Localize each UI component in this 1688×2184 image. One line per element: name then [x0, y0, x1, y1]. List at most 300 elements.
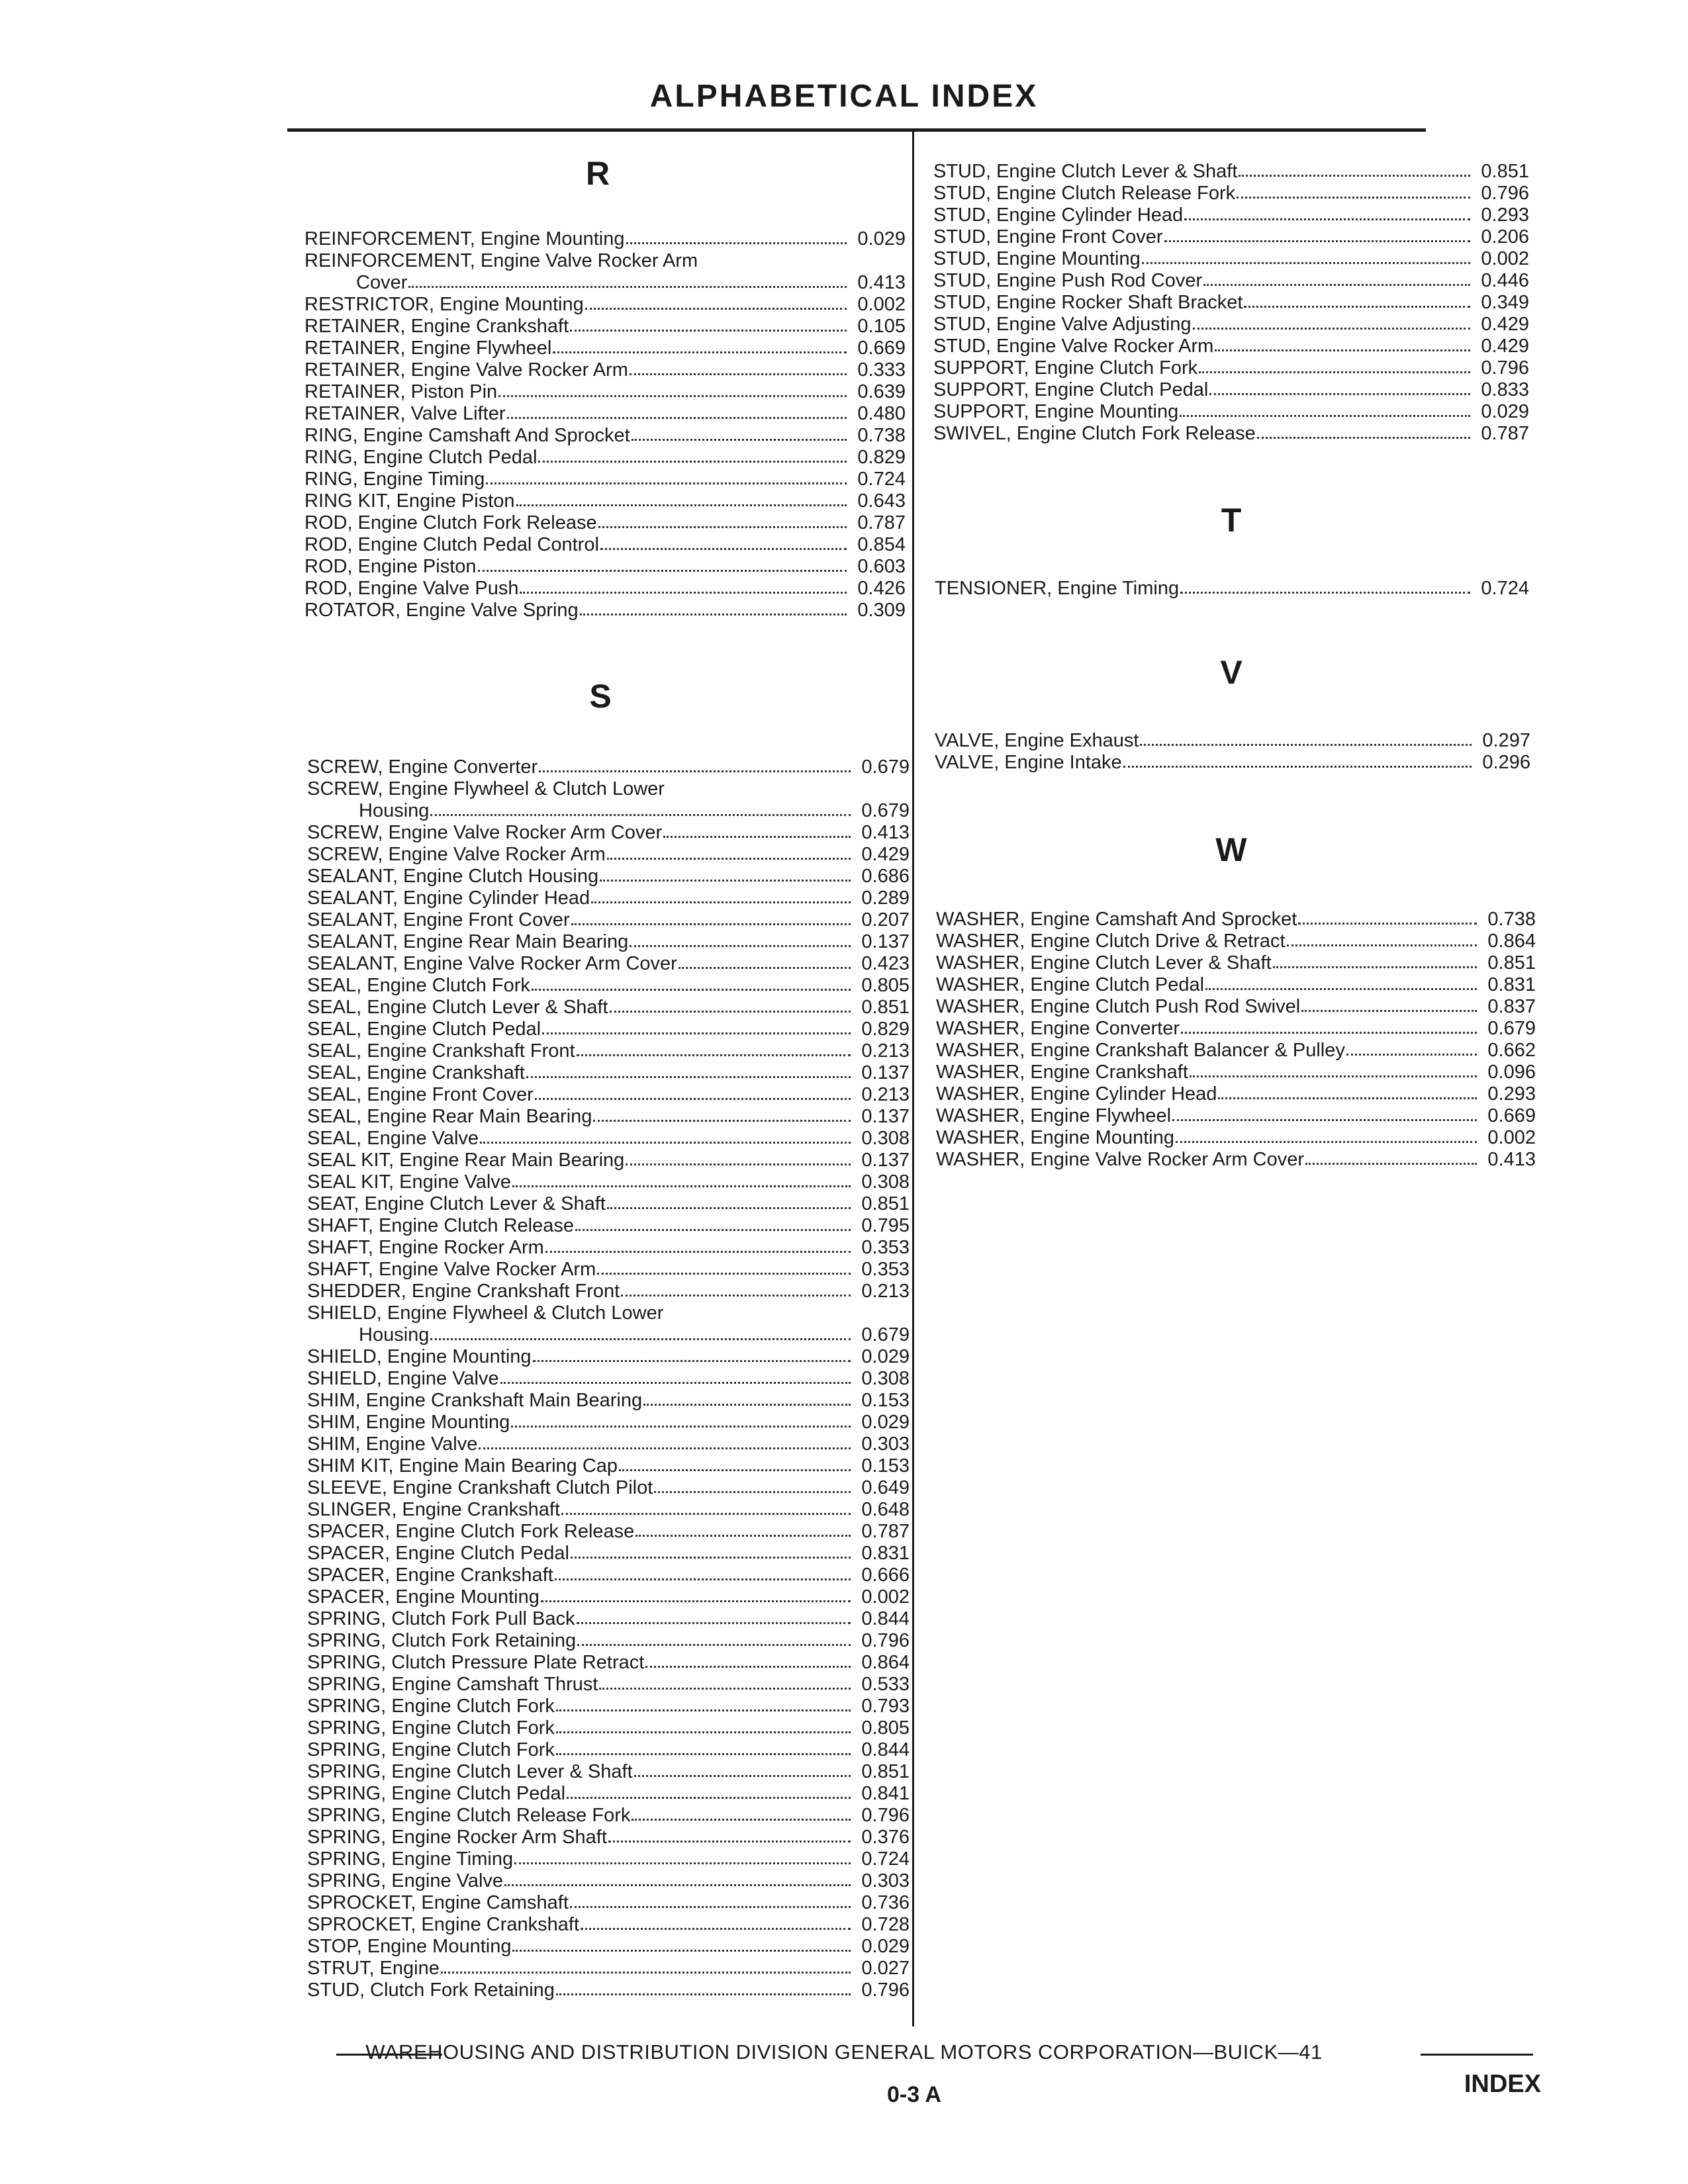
dot-leader	[599, 1688, 851, 1690]
index-entry	[933, 335, 1529, 357]
entry-page-number: 0.829	[857, 447, 906, 468]
dot-leader	[538, 461, 847, 463]
dot-leader	[654, 1491, 851, 1493]
entry-label: SEAL, Engine Front Cover	[307, 1084, 534, 1105]
section-letter-v: V	[1220, 654, 1243, 691]
index-entry	[305, 512, 906, 533]
entry-label: SEAL, Engine Clutch Lever & Shaft	[307, 997, 608, 1018]
index-entry	[307, 1367, 910, 1389]
entry-label: SHIELD, Engine Flywheel & Clutch Lower	[307, 1302, 664, 1324]
entry-label: ROTATOR, Engine Valve Spring	[305, 600, 579, 621]
entry-page-number: 0.796	[861, 1979, 910, 2001]
dot-leader	[1181, 1032, 1477, 1034]
dot-leader	[430, 814, 851, 816]
index-entry	[307, 799, 910, 821]
dot-leader	[571, 1557, 851, 1559]
dot-leader	[619, 1469, 851, 1471]
index-entry	[307, 887, 910, 909]
index-entry	[307, 1673, 910, 1695]
dot-leader	[556, 1731, 851, 1733]
entry-label: SPACER, Engine Crankshaft	[307, 1565, 553, 1586]
dot-leader	[621, 1295, 851, 1297]
entry-label: WASHER, Engine Clutch Drive & Retract	[936, 931, 1286, 952]
dot-leader	[580, 614, 847, 615]
entry-label: STUD, Engine Cylinder Head	[933, 205, 1184, 226]
entry-page-number: 0.303	[861, 1870, 910, 1891]
entry-label: SPRING, Engine Valve	[307, 1870, 504, 1891]
page-number: 0-3 A	[887, 2082, 941, 2107]
index-entry	[307, 1629, 910, 1651]
entry-label: SPRING, Clutch Fork Retaining	[307, 1630, 577, 1651]
index-entry	[307, 1542, 910, 1564]
index-entry	[307, 821, 910, 843]
entry-label: WASHER, Engine Clutch Lever & Shaft	[936, 952, 1272, 974]
entry-page-number: 0.787	[857, 512, 906, 533]
entry-label: SHAFT, Engine Valve Rocker Arm	[307, 1259, 596, 1280]
section-r-entries	[305, 228, 906, 621]
index-entry	[935, 751, 1530, 773]
entry-label: SPROCKET, Engine Crankshaft	[307, 1914, 580, 1935]
entry-page-number: 0.679	[861, 800, 910, 821]
index-entry	[307, 1848, 910, 1870]
index-entry	[933, 248, 1529, 269]
entry-page-number: 0.096	[1487, 1062, 1536, 1083]
index-entry	[307, 1149, 910, 1171]
dot-leader	[486, 482, 847, 484]
index-entry	[307, 1477, 910, 1498]
dot-leader	[1305, 1163, 1477, 1165]
dot-leader	[556, 1709, 851, 1711]
entry-page-number: 0.137	[861, 931, 910, 952]
dot-leader	[1298, 923, 1477, 925]
entry-label: SEALANT, Engine Rear Main Bearing	[307, 931, 629, 952]
entry-page-number: 0.639	[857, 381, 906, 402]
entry-label: Housing	[359, 800, 430, 821]
entry-label: Housing	[359, 1324, 430, 1345]
entry-label: WASHER, Engine Crankshaft Balancer & Pulley	[936, 1040, 1345, 1061]
dot-leader	[567, 1797, 851, 1799]
index-entry	[307, 1651, 910, 1673]
dot-leader	[561, 1513, 851, 1515]
dot-leader	[630, 945, 851, 947]
dot-leader	[663, 836, 851, 838]
dot-leader	[1140, 744, 1472, 746]
dot-leader	[535, 1098, 851, 1100]
index-entry	[307, 843, 910, 865]
index-entry	[936, 930, 1536, 952]
entry-label: SPROCKET, Engine Camshaft	[307, 1892, 569, 1913]
index-entry	[305, 381, 906, 402]
entry-page-number: 0.844	[861, 1739, 910, 1760]
entry-page-number: 0.851	[861, 1193, 910, 1214]
dot-leader	[1215, 349, 1470, 351]
index-entry	[307, 1564, 910, 1586]
entry-page-number: 0.533	[861, 1674, 910, 1695]
index-entry	[305, 490, 906, 512]
dot-leader	[507, 417, 847, 419]
entry-label: WASHER, Engine Clutch Push Rod Swivel	[936, 996, 1301, 1017]
index-entry	[307, 1105, 910, 1127]
entry-page-number: 0.426	[857, 578, 906, 599]
entry-page-number: 0.289	[861, 887, 910, 909]
dot-leader	[541, 1600, 851, 1602]
entry-page-number: 0.796	[1481, 183, 1529, 204]
entry-page-number: 0.679	[861, 756, 910, 778]
entry-label: SEALANT, Engine Cylinder Head	[307, 887, 590, 909]
dot-leader	[526, 1076, 851, 1078]
entry-page-number: 0.309	[857, 600, 906, 621]
index-entry	[307, 1345, 910, 1367]
entry-label: SPRING, Engine Camshaft Thrust	[307, 1674, 598, 1695]
entry-page-number: 0.841	[861, 1783, 910, 1804]
dot-leader	[539, 770, 851, 772]
entry-label: RETAINER, Piston Pin	[305, 381, 498, 402]
dot-leader	[514, 1862, 851, 1864]
entry-page-number: 0.787	[861, 1521, 910, 1542]
entry-page-number: 0.795	[861, 1215, 910, 1236]
entry-label: SHEDDER, Engine Crankshaft Front	[307, 1281, 620, 1302]
index-entry	[307, 1302, 910, 1324]
entry-label: STUD, Engine Valve Adjusting	[933, 314, 1192, 335]
entry-label: Cover	[356, 272, 408, 293]
entry-label: RING KIT, Engine Piston	[305, 490, 515, 512]
index-entry	[307, 1826, 910, 1848]
section-s-continued-entries	[933, 160, 1529, 444]
index-entry	[935, 577, 1529, 599]
entry-page-number: 0.029	[861, 1936, 910, 1957]
dot-leader	[626, 242, 847, 244]
entry-page-number: 0.738	[857, 425, 906, 446]
index-entry	[307, 974, 910, 996]
dot-leader	[1172, 1119, 1477, 1121]
index-entry	[307, 1040, 910, 1062]
entry-page-number: 0.851	[1481, 161, 1529, 182]
dot-leader	[1193, 328, 1471, 330]
entry-page-number: 0.293	[1481, 205, 1529, 226]
index-entry	[307, 1236, 910, 1258]
entry-label: SEAL, Engine Crankshaft	[307, 1062, 525, 1083]
dot-leader	[1180, 592, 1470, 594]
entry-page-number: 0.831	[1487, 974, 1536, 995]
entry-label: SHIELD, Engine Mounting	[307, 1346, 532, 1367]
entry-page-number: 0.844	[861, 1608, 910, 1629]
index-entry	[936, 1039, 1536, 1061]
title-rule	[287, 128, 1426, 132]
index-entry	[305, 271, 906, 293]
dot-leader	[585, 308, 847, 310]
entry-label: WASHER, Engine Valve Rocker Arm Cover	[936, 1149, 1305, 1170]
dot-leader	[1257, 437, 1471, 439]
dot-leader	[634, 1775, 851, 1777]
footer-text: WAREHOUSING AND DISTRIBUTION DIVISION GENERAL MOTORS CORPORATION—BUICK—41	[365, 2040, 1323, 2064]
entry-label: SPRING, Engine Clutch Pedal	[307, 1783, 566, 1804]
entry-label: SEAL KIT, Engine Valve	[307, 1171, 511, 1193]
index-entry	[307, 1695, 910, 1717]
index-entry	[307, 1280, 910, 1302]
page-title: ALPHABETICAL INDEX	[649, 79, 1039, 114]
index-entry	[307, 1258, 910, 1280]
dot-leader	[632, 439, 847, 441]
entry-page-number: 0.413	[861, 822, 910, 843]
index-entry	[307, 1739, 910, 1760]
entry-page-number: 0.002	[861, 1586, 910, 1608]
entry-page-number: 0.831	[861, 1543, 910, 1564]
entry-page-number: 0.105	[857, 316, 906, 337]
dot-leader	[1273, 966, 1477, 968]
footer-rule-right	[1421, 2054, 1533, 2056]
entry-page-number: 0.353	[861, 1259, 910, 1280]
entry-page-number: 0.724	[1481, 578, 1529, 599]
entry-page-number: 0.833	[1481, 379, 1529, 400]
entry-label: TENSIONER, Engine Timing	[935, 578, 1180, 599]
index-entry	[307, 1455, 910, 1477]
dot-leader	[511, 1426, 851, 1428]
index-entry	[936, 1148, 1536, 1170]
entry-label: SEAL, Engine Clutch Fork	[307, 975, 530, 996]
entry-page-number: 0.293	[1487, 1083, 1536, 1105]
entry-label: STUD, Engine Front Cover	[933, 226, 1163, 248]
index-entry	[935, 729, 1530, 751]
index-entry	[307, 1083, 910, 1105]
entry-label: SUPPORT, Engine Clutch Fork	[933, 357, 1198, 379]
dot-leader	[498, 395, 847, 397]
index-entry	[933, 357, 1529, 379]
entry-page-number: 0.029	[1481, 401, 1529, 422]
entry-page-number: 0.829	[861, 1019, 910, 1040]
index-entry	[933, 269, 1529, 291]
entry-label: SHIELD, Engine Valve	[307, 1368, 499, 1389]
index-entry	[936, 1126, 1536, 1148]
entry-label: SHIM KIT, Engine Main Bearing Cap	[307, 1455, 618, 1477]
index-entry	[307, 1498, 910, 1520]
dot-leader	[577, 1644, 851, 1646]
entry-label: WASHER, Engine Camshaft And Sprocket	[936, 909, 1297, 930]
entry-page-number: 0.793	[861, 1696, 910, 1717]
index-entry	[307, 996, 910, 1018]
entry-page-number: 0.308	[861, 1128, 910, 1149]
entry-page-number: 0.796	[861, 1805, 910, 1826]
index-entry	[305, 250, 906, 271]
entry-page-number: 0.854	[857, 534, 906, 555]
section-s-entries	[307, 756, 910, 2001]
index-entry	[936, 1105, 1536, 1126]
index-entry	[933, 182, 1529, 204]
index-entry	[307, 1782, 910, 1804]
dot-leader	[1205, 988, 1477, 990]
dot-leader	[556, 1993, 851, 1995]
index-entry	[933, 160, 1529, 182]
entry-page-number: 0.787	[1481, 423, 1529, 444]
entry-label: SHIM, Engine Valve	[307, 1433, 478, 1455]
dot-leader	[1123, 766, 1472, 768]
entry-label: SUPPORT, Engine Mounting	[933, 401, 1179, 422]
dot-leader	[645, 1666, 851, 1668]
index-entry	[307, 952, 910, 974]
dot-leader	[1180, 415, 1470, 417]
entry-label: SEALANT, Engine Front Cover	[307, 909, 570, 931]
index-entry	[307, 1018, 910, 1040]
dot-leader	[577, 1054, 851, 1056]
dot-leader	[571, 923, 851, 925]
dot-leader	[1164, 240, 1471, 242]
entry-label: SPACER, Engine Clutch Fork Release	[307, 1521, 635, 1542]
dot-leader	[1199, 371, 1470, 373]
index-entry	[307, 1389, 910, 1411]
entry-label: ROD, Engine Piston	[305, 556, 477, 577]
entry-page-number: 0.002	[857, 294, 906, 315]
entry-label: SPRING, Engine Clutch Fork	[307, 1696, 555, 1717]
entry-label: REINFORCEMENT, Engine Mounting	[305, 228, 625, 250]
index-entry	[307, 1193, 910, 1214]
section-t-entries	[935, 577, 1529, 599]
entry-label: STUD, Engine Mounting	[933, 248, 1141, 269]
entry-label: SEAL KIT, Engine Rear Main Bearing	[307, 1150, 625, 1171]
entry-label: STRUT, Engine	[307, 1958, 440, 1979]
index-entry	[307, 1717, 910, 1739]
entry-label: SPACER, Engine Mounting	[307, 1586, 539, 1608]
index-entry	[933, 291, 1529, 313]
index-entry	[307, 1520, 910, 1542]
entry-label: SLINGER, Engine Crankshaft	[307, 1499, 561, 1520]
dot-leader	[512, 1950, 851, 1952]
entry-label: SCREW, Engine Valve Rocker Arm Cover	[307, 822, 663, 843]
entry-page-number: 0.333	[857, 359, 906, 381]
dot-leader	[1203, 284, 1470, 286]
entry-label: SHAFT, Engine Clutch Release	[307, 1215, 574, 1236]
dot-leader	[520, 592, 847, 594]
entry-label: SEALANT, Engine Clutch Housing	[307, 866, 599, 887]
entry-label: SPRING, Engine Rocker Arm Shaft	[307, 1827, 607, 1848]
dot-leader	[630, 373, 847, 375]
entry-label: RESTRICTOR, Engine Mounting	[305, 294, 584, 315]
entry-page-number: 0.153	[861, 1390, 910, 1411]
dot-leader	[635, 1535, 851, 1537]
index-entry	[305, 228, 906, 250]
entry-page-number: 0.480	[857, 403, 906, 424]
entry-label: REINFORCEMENT, Engine Valve Rocker Arm	[305, 250, 698, 271]
index-entry	[307, 1171, 910, 1193]
index-entry	[307, 1608, 910, 1629]
dot-leader	[632, 1819, 851, 1821]
index-entry	[305, 337, 906, 359]
entry-page-number: 0.603	[857, 556, 906, 577]
entry-page-number: 0.297	[1482, 730, 1530, 751]
dot-leader	[1218, 1097, 1477, 1099]
entry-page-number: 0.429	[861, 844, 910, 865]
dot-leader	[600, 880, 851, 882]
index-entry	[307, 1214, 910, 1236]
dot-leader	[1237, 197, 1470, 199]
dot-leader	[598, 526, 847, 528]
entry-page-number: 0.679	[1487, 1018, 1536, 1039]
index-entry	[307, 865, 910, 887]
entry-label: SEAT, Engine Clutch Lever & Shaft	[307, 1193, 606, 1214]
entry-page-number: 0.413	[1487, 1149, 1536, 1170]
entry-page-number: 0.446	[1481, 270, 1529, 291]
entry-label: SPRING, Engine Clutch Lever & Shaft	[307, 1761, 633, 1782]
entry-label: ROD, Engine Clutch Fork Release	[305, 512, 597, 533]
dot-leader	[608, 1841, 851, 1843]
entry-page-number: 0.213	[861, 1084, 910, 1105]
dot-leader	[610, 1011, 851, 1013]
entry-page-number: 0.137	[861, 1062, 910, 1083]
entry-label: SEAL, Engine Clutch Pedal	[307, 1019, 541, 1040]
entry-page-number: 0.353	[861, 1237, 910, 1258]
dot-leader	[408, 286, 847, 288]
dot-leader	[575, 1229, 851, 1231]
entry-page-number: 0.805	[861, 1717, 910, 1739]
index-entry	[305, 315, 906, 337]
index-entry	[307, 1433, 910, 1455]
column-divider	[912, 131, 914, 2026]
dot-leader	[1142, 262, 1471, 264]
entry-label: RETAINER, Engine Valve Rocker Arm	[305, 359, 628, 381]
index-entry	[307, 1586, 910, 1608]
index-entry	[305, 359, 906, 381]
dot-leader	[1184, 218, 1470, 220]
index-entry	[307, 1411, 910, 1433]
dot-leader	[1190, 1075, 1477, 1077]
index-entry	[307, 1127, 910, 1149]
section-letter-t: T	[1221, 502, 1242, 539]
entry-label: WASHER, Engine Cylinder Head	[936, 1083, 1217, 1105]
entry-page-number: 0.308	[861, 1171, 910, 1193]
index-entry	[307, 1913, 910, 1935]
entry-label: VALVE, Engine Intake	[935, 752, 1122, 773]
entry-label: STOP, Engine Mounting	[307, 1936, 512, 1957]
dot-leader	[533, 1360, 851, 1362]
index-entry	[305, 446, 906, 468]
entry-page-number: 0.851	[1487, 952, 1536, 974]
dot-leader	[597, 1273, 851, 1275]
entry-page-number: 0.029	[861, 1412, 910, 1433]
entry-page-number: 0.137	[861, 1106, 910, 1127]
dot-leader	[593, 1120, 851, 1122]
entry-label: ROD, Engine Valve Push	[305, 578, 519, 599]
entry-label: STUD, Engine Clutch Lever & Shaft	[933, 161, 1238, 182]
index-entry	[936, 974, 1536, 995]
entry-label: ROD, Engine Clutch Pedal Control	[305, 534, 599, 555]
index-entry	[305, 555, 906, 577]
entry-label: SHIM, Engine Crankshaft Main Bearing	[307, 1390, 643, 1411]
entry-label: RETAINER, Engine Crankshaft	[305, 316, 569, 337]
entry-page-number: 0.724	[857, 469, 906, 490]
entry-page-number: 0.207	[861, 909, 910, 931]
entry-label: WASHER, Engine Crankshaft	[936, 1062, 1188, 1083]
entry-page-number: 0.429	[1481, 314, 1529, 335]
entry-label: RETAINER, Engine Flywheel	[305, 338, 552, 359]
index-entry	[305, 599, 906, 621]
entry-page-number: 0.669	[1487, 1105, 1536, 1126]
dot-leader	[679, 967, 851, 969]
index-entry	[305, 402, 906, 424]
entry-label: WASHER, Engine Clutch Pedal	[936, 974, 1205, 995]
index-entry	[933, 422, 1529, 444]
dot-leader	[1346, 1054, 1477, 1056]
entry-page-number: 0.724	[861, 1848, 910, 1870]
section-letter-w: W	[1215, 831, 1247, 868]
dot-leader	[504, 1884, 851, 1886]
index-entry	[305, 577, 906, 599]
entry-page-number: 0.423	[861, 953, 910, 974]
index-entry	[307, 909, 910, 931]
entry-page-number: 0.662	[1487, 1040, 1536, 1061]
dot-leader	[532, 989, 851, 991]
entry-page-number: 0.002	[1481, 248, 1529, 269]
dot-leader	[1176, 1141, 1477, 1143]
entry-label: SEAL, Engine Valve	[307, 1128, 479, 1149]
index-entry	[307, 1804, 910, 1826]
